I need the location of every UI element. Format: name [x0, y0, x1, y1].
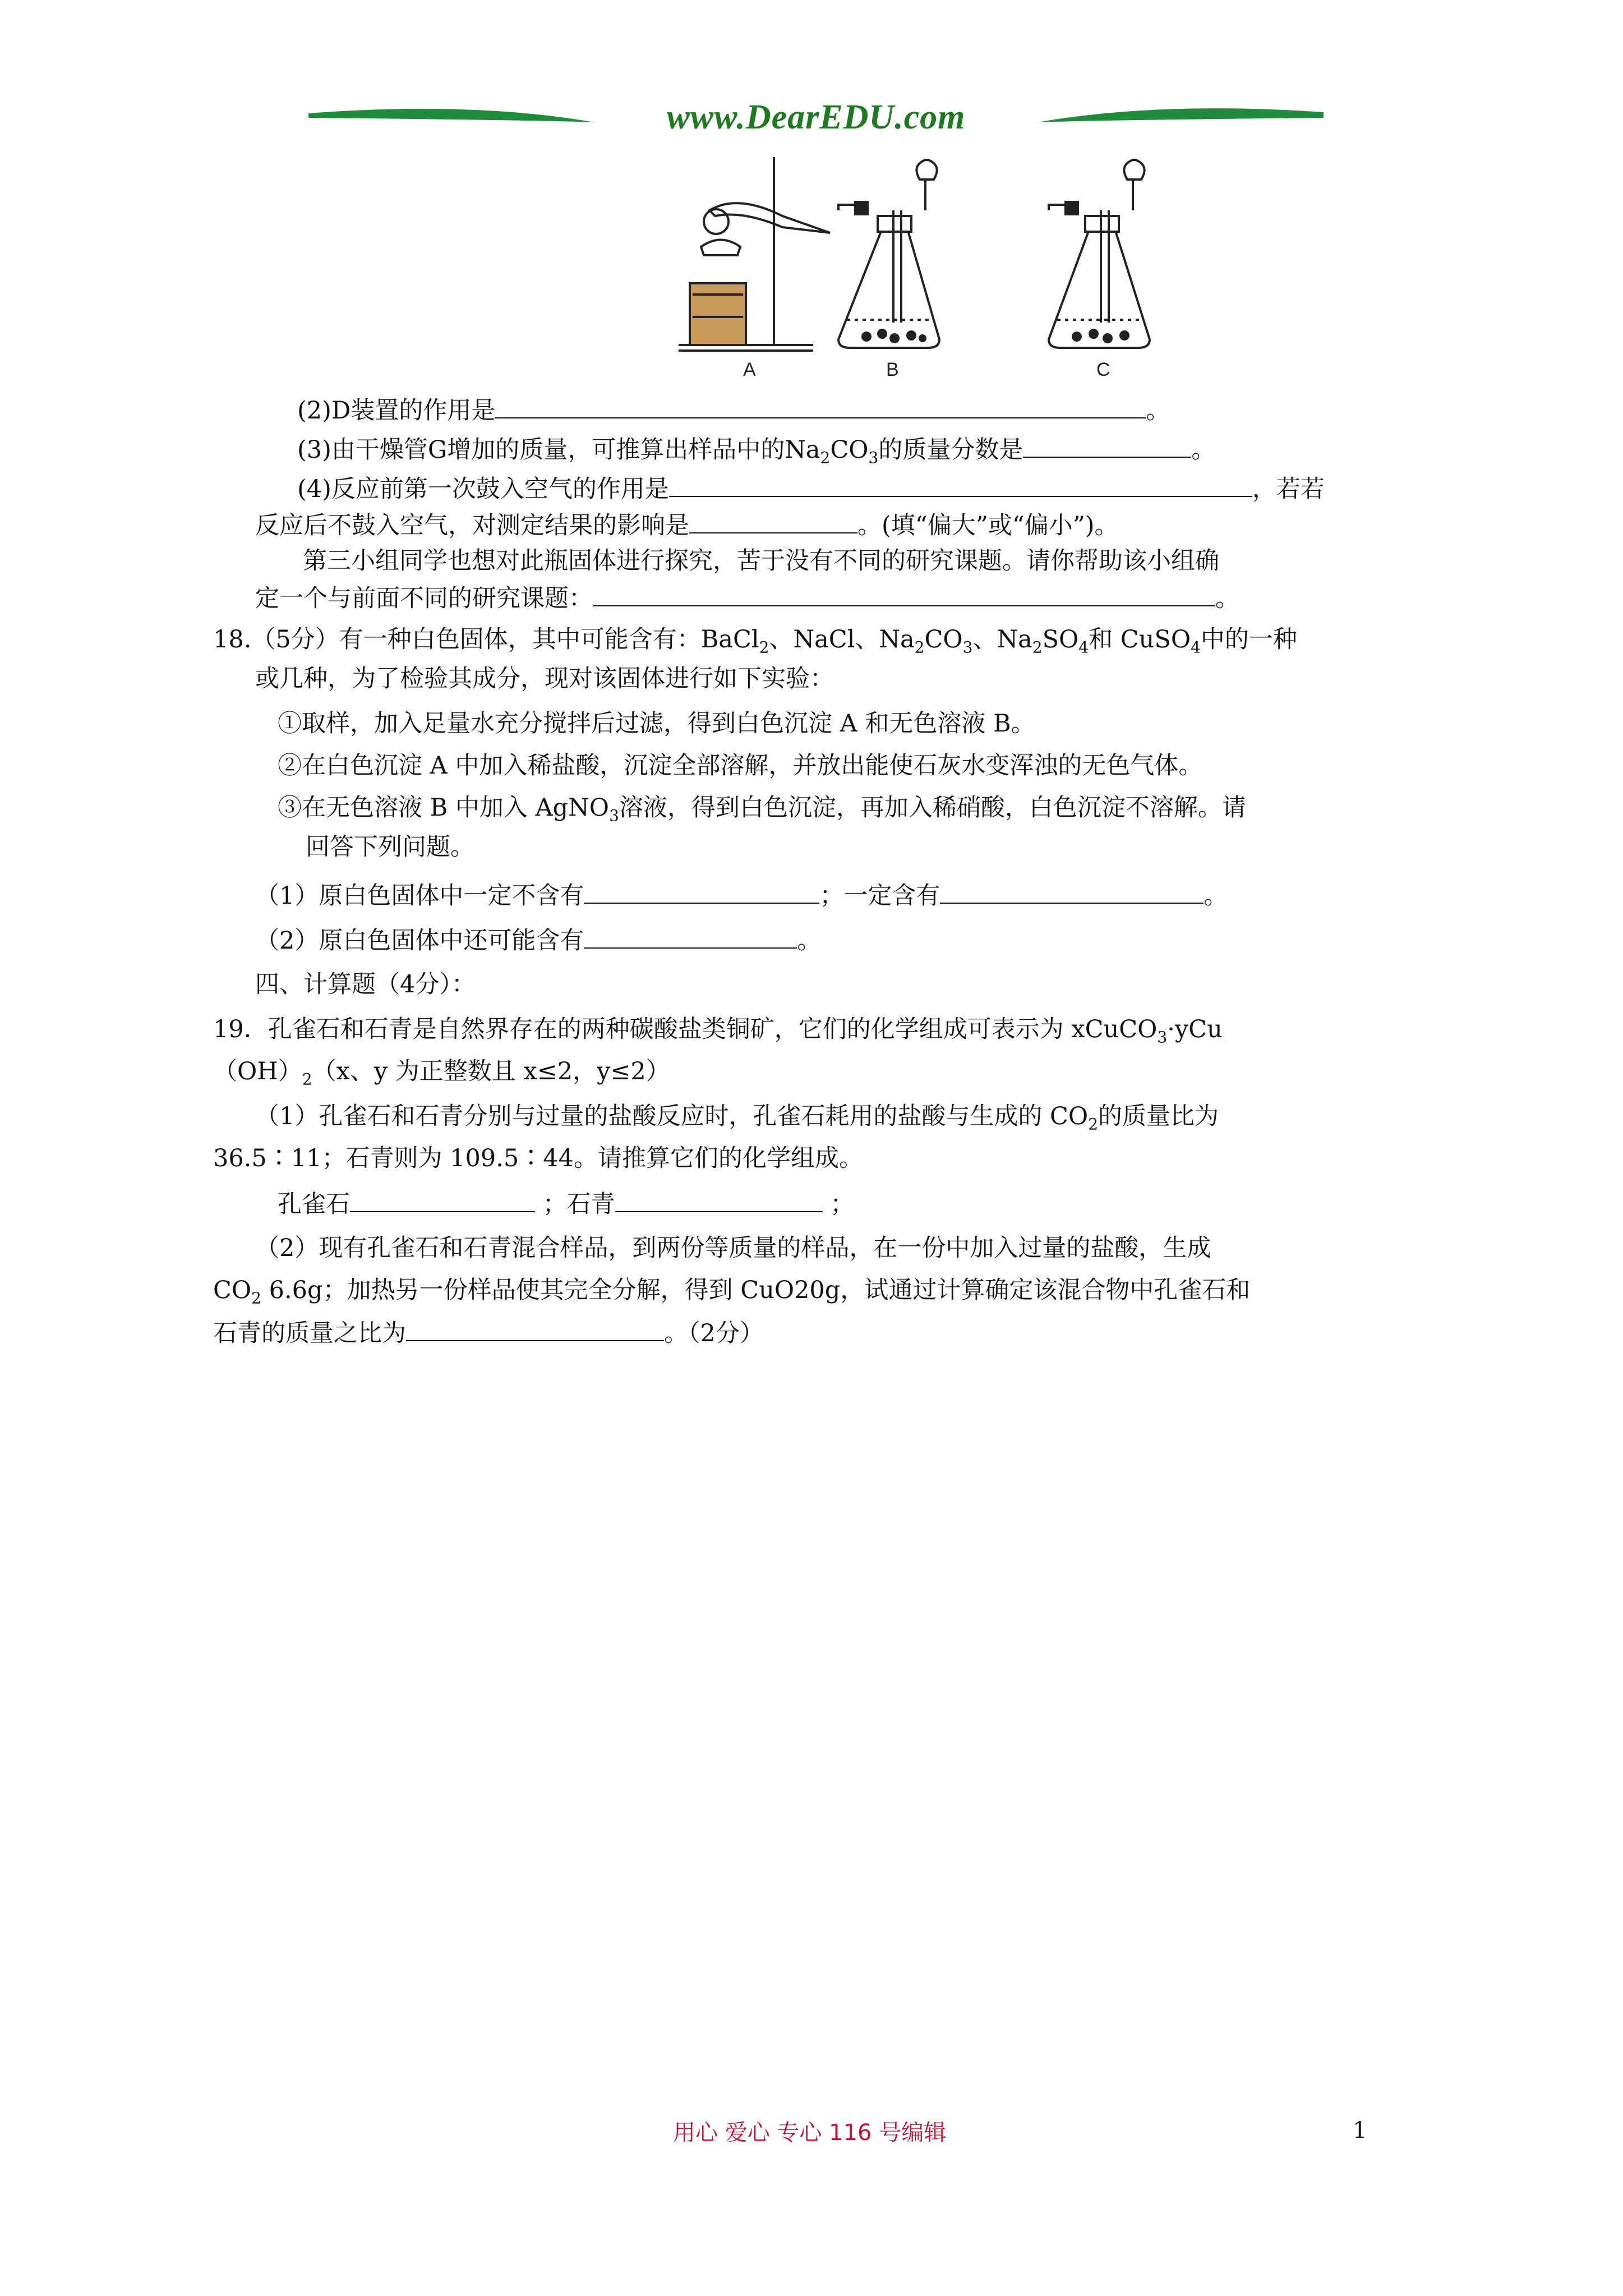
part-2-answer: 石青的质量之比为 。（2分） — [213, 1315, 764, 1350]
part-2-cont: $CO_2$ 6.6g；加热另一份样品使其完全分解，得到 CuO20g，试通过计算确定该混合物中孔雀石和 — [213, 1276, 1251, 1308]
group3-topic: 定一个与前面不同的研究课题： 。 — [255, 581, 1239, 615]
figure-label-b: B — [886, 359, 899, 379]
flask-c-figure — [1043, 149, 1211, 379]
step-2: ②在白色沉淀 A 中加入稀盐酸，沉淀全部溶解，并放出能使石灰水变浑浊的无色气体。 — [278, 752, 1203, 780]
section-4-heading: 四、计算题（4分）： — [255, 970, 476, 999]
question-18-cont: 或几种，为了检验其成分，现对该固体进行如下实验： — [255, 665, 834, 693]
site-logo-text: www.DearEDU.com — [666, 98, 966, 136]
lab-apparatus-icon — [670, 149, 984, 379]
part-2: （2）现有孔雀石和石青混合样品，到两份等质量的样品，在一份中加入过量的盐酸，生成 — [255, 1234, 1211, 1262]
answer-2: （2）原白色固体中还可能含有 。 — [255, 923, 821, 958]
figure-label-a: A — [743, 359, 756, 379]
group3-intro: 第三小组同学也想对此瓶固体进行探究，苦于没有不同的研究课题。请你帮助该小组确 — [303, 547, 1219, 575]
page-number: 1 — [1353, 2118, 1367, 2143]
step-1: ①取样，加入足量水充分搅拌后过滤，得到白色沉淀 A 和无色溶液 B。 — [278, 710, 1035, 738]
question-19-cont: $(OH)_2(x$、y 为正整数且 x≤2，y≤2） — [213, 1057, 670, 1089]
answer-1: （1）原白色固体中一定不含有 ；一定含有 。 — [255, 878, 1228, 913]
question-4-cont: 反应后不鼓入空气，对测定结果的影响是 。(填“偏大”或“偏小”)。 — [255, 508, 1118, 542]
site-banner — [303, 95, 1329, 146]
question-19: 19．孔雀石和石青是自然界存在的两种碳酸盐类铜矿，它们的化学组成可表示为 xCuCO$_3$·yCu — [213, 1015, 1223, 1047]
part-1-cont: 36.5∶11；石青则为 109.5∶44。请推算它们的化学组成。 — [213, 1144, 863, 1172]
question-4: (4)反应前第一次鼓入空气的作用是 ，若若 — [297, 471, 1325, 506]
apparatus-figure — [670, 149, 984, 379]
part-1-answers: 孔雀石 ；石青 ； — [278, 1186, 854, 1221]
footer-editor-note: 用心 爱心 专心 116 号编辑 — [673, 2120, 947, 2146]
question-18: 18.（5分）有一种白色固体，其中可能含有：BaCl$_2$、NaCl、$Na_2CO_3$、$Na_2SO_4$和 CuSO$_4$中的一种 — [213, 625, 1297, 657]
flask-icon — [1043, 149, 1211, 379]
step-3: ③在无色溶液 B 中加入 AgNO$_3$溶液，得到白色沉淀，再加入稀硝酸，白色沉淀不溶解。请 — [278, 794, 1246, 825]
figure-label-c: C — [1096, 359, 1110, 379]
step-3-cont: 回答下列问题。 — [306, 833, 474, 861]
question-2: (2)D装置的作用是 。 — [297, 393, 1170, 427]
part-1: （1）孔雀石和石青分别与过量的盐酸反应时，孔雀石耗用的盐酸与生成的 $CO_2$的质量比为 — [255, 1102, 1219, 1134]
question-3: (3)由干燥管G增加的质量，可推算出样品中的$Na_2CO_3$的质量分数是 。 — [297, 432, 1215, 475]
